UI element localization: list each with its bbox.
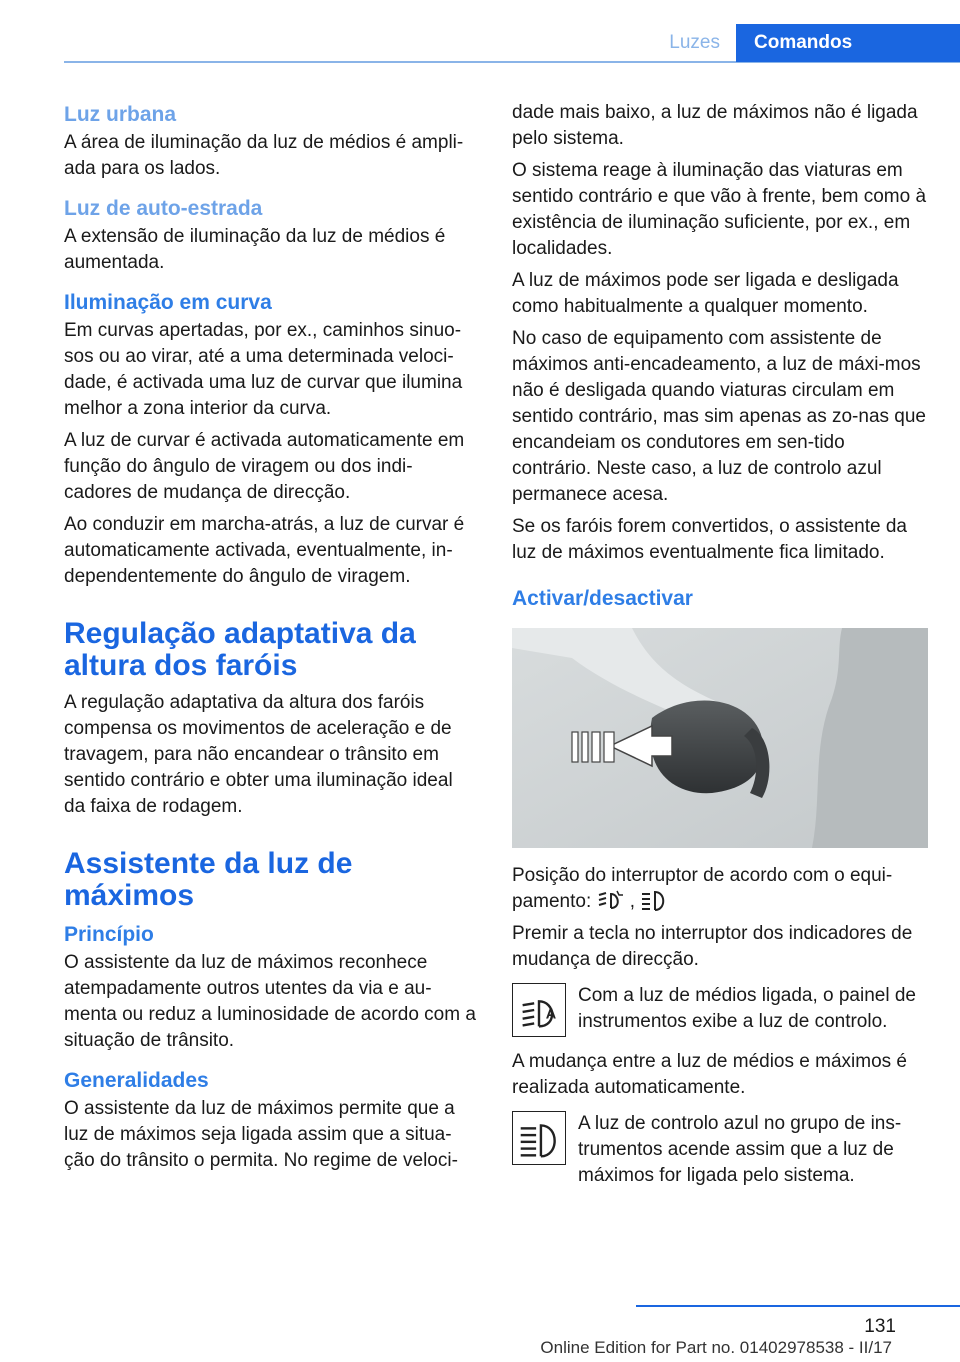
paragraph: A área de iluminação da luz de médios é ampli‐ada para os lados.: [64, 132, 464, 179]
turn-signal-lever-photo: [512, 628, 928, 848]
paragraph: O assistente da luz de máximos reconhece atempadamente outros utentes da via e au‐menta ou reduz a luminosidade de acordo com a situação de trânsito.: [64, 952, 476, 1051]
high-beam-icon: [640, 889, 668, 911]
heading-activar-desactivar: Activar/desactivar: [512, 587, 693, 610]
chapter-tab: Comandos: [736, 24, 960, 62]
posicao-text: Posição do interruptor de acordo com o equi‐pamento:: [512, 865, 893, 912]
paragraph: A luz de máximos pode ser ligada e desligada como habitualmente a qualquer momento.: [512, 270, 899, 317]
high-beam-indicator-icon: [512, 1111, 566, 1165]
paragraph: A luz de curvar é activada automaticamente em função do ângulo de viragem ou dos indi‐cadores de mudança de direcção.: [64, 430, 465, 503]
separator-comma: ,: [629, 891, 636, 912]
paragraph-posicao: [512, 863, 928, 915]
footer-rule: [636, 1305, 960, 1307]
paragraph: dade mais baixo, a luz de máximos não é ligada pelo sistema.: [512, 102, 918, 149]
paragraph: A mudança entre a luz de médios e máximos é realizada automaticamente.: [512, 1051, 907, 1098]
heading-iluminacao-curva: Iluminação em curva: [64, 291, 272, 314]
paragraph: Em curvas apertadas, por ex., caminhos sinuo‐sos ou ao virar, até a uma determinada veloci‐dade, é activada uma luz de curvar que ilumina melhor a zona interior da curva.: [64, 320, 463, 419]
indicator-note-1: [512, 983, 928, 1041]
paragraph: A extensão de iluminação da luz de médios é aumentada.: [64, 226, 446, 273]
high-beam-assist-icon: [597, 889, 625, 911]
heading-luz-urbana: Luz urbana: [64, 103, 177, 126]
indicator-note-2: [512, 1111, 928, 1195]
paragraph: A regulação adaptativa da altura dos faróis compensa os movimentos de aceleração e de travagem, para não encandear o trânsito em sentido contrário e obter uma iluminação ideal da faixa de rodagem.: [64, 692, 453, 817]
paragraph: No caso de equipamento com assistente de máximos anti-encadeamento, a luz de máxi‐mos não é desligada quando viaturas circulam em sentido contrário, mas sim apenas as zo‐nas que encandeiam os condutores em sen‐tido contrário. Neste caso, a luz de controlo azul permanece acesa.: [512, 328, 926, 505]
heading-principio: Princípio: [64, 923, 154, 946]
svg-text:A: A: [545, 1006, 557, 1023]
paragraph: Se os faróis forem convertidos, o assistente da luz de máximos eventualmente fica limitado.: [512, 516, 907, 563]
right-column: [512, 100, 928, 1203]
paragraph: A luz de controlo azul no grupo de ins‐trumentos acende assim que a luz de máximos for ligada pelo sistema.: [578, 1113, 902, 1186]
edition-text: Online Edition for Part no. 01402978538 - II/17: [540, 1338, 892, 1357]
left-column: [64, 100, 478, 1180]
heading-luz-auto-estrada: Luz de auto-estrada: [64, 197, 263, 220]
high-beam-assist-indicator-icon: [512, 983, 566, 1037]
heading-assistente-maximos: Assistente da luz de máximos: [64, 847, 353, 912]
paragraph: O sistema reage à iluminação das viaturas em sentido contrário e que vão à frente, bem como à existência de iluminação suficiente, por ex., em localidades.: [512, 160, 927, 259]
page-number: 131: [864, 1316, 896, 1337]
paragraph: Com a luz de médios ligada, o painel de instrumentos exibe a luz de controlo.: [578, 985, 916, 1032]
paragraph: Premir a tecla no interruptor dos indicadores de mudança de direcção.: [512, 923, 913, 970]
heading-generalidades: Generalidades: [64, 1069, 209, 1092]
section-tab: Luzes: [669, 32, 720, 53]
heading-regulacao-adaptativa: Regulação adaptativa da altura dos faróis: [64, 617, 416, 682]
paragraph: Ao conduzir em marcha-atrás, a luz de curvar é automaticamente activada, eventualmente, in‐dependentemente do ângulo de viragem.: [64, 514, 465, 587]
paragraph: O assistente da luz de máximos permite que a luz de máximos seja ligada assim que a situa‐ção do trânsito o permita. No regime de veloci‐: [64, 1098, 458, 1171]
